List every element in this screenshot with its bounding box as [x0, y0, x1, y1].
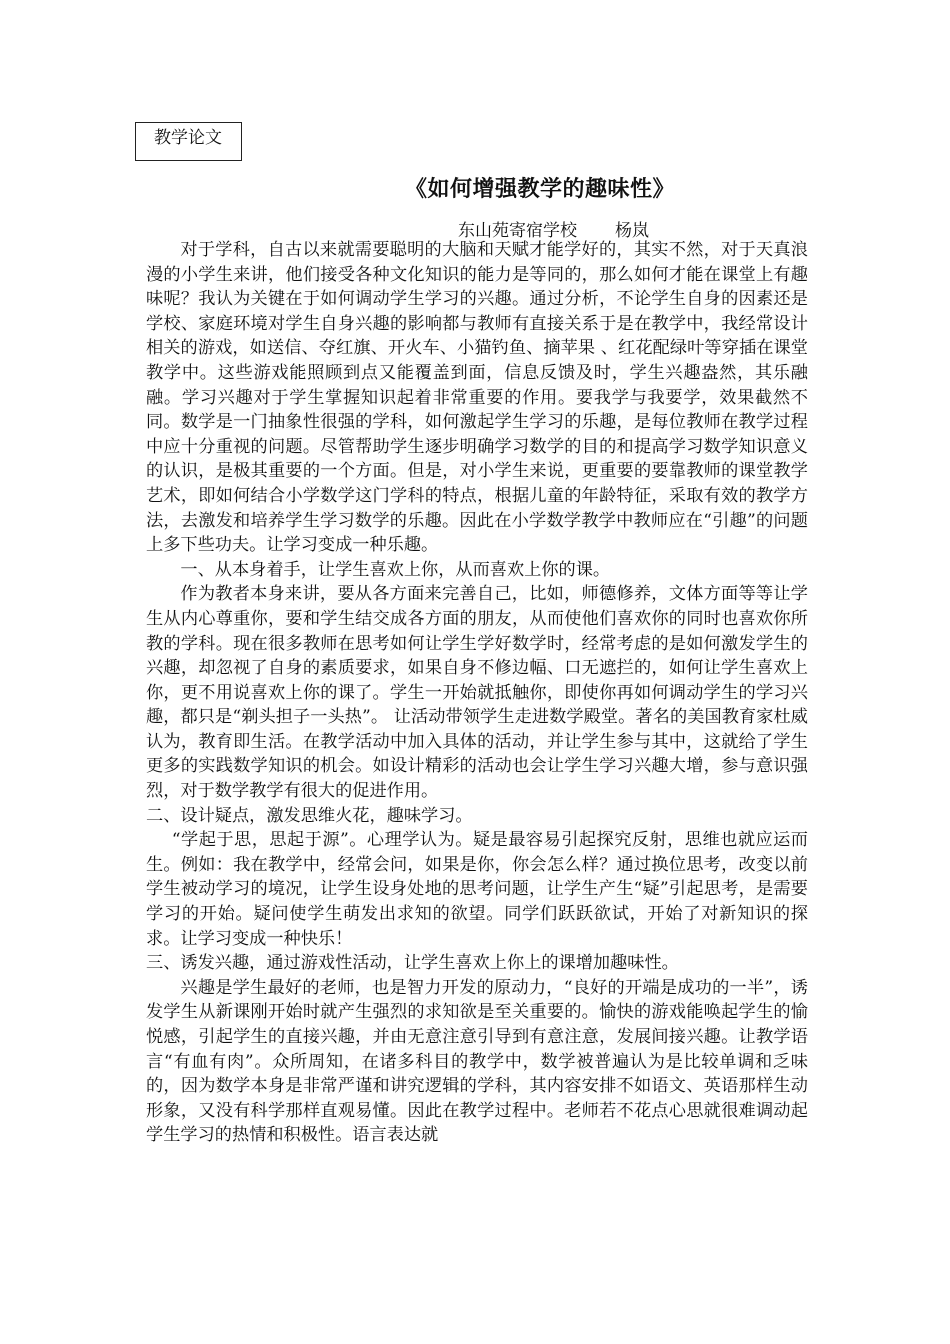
paragraph-intro: 对于学科，自古以来就需要聪明的大脑和天赋才能学好的，其实不然，对于天真浪漫的小学生来讲，他们接受各种文化知识的能力是等同的，那么如何才能在课堂上有趣味呢？我认为关键在于如何调动学生学习的兴趣。通过分析，不论学生自身的因素还是学校、家庭环境对学生自身兴趣的影响都与教师有直接关系于是在教学中，我经常设计相关的游戏，如送信、夺红旗、开火车、小猫钓鱼、摘苹果 、红花配绿叶等穿插在课堂教学中。这些游戏能照顾到点又能覆盖到面，信息反馈及时，学生兴趣盎然，其乐融融。学习兴趣对于学生掌握知识起着非常重要的作用。要我学与我要学，效果截然不同。数学是一门抽象性很强的学科，如何激起学生学习的乐趣，是每位教师在教学过程中应十分重视的问题。尽管帮助学生逐步明确学习数学的目的和提高学习数学知识意义的认识，是极其重要的一个方面。但是，对小学生来说，更重要的要靠教师的课堂教学艺术，即如何结合小学数学这门学科的特点，根据儿童的年龄特征，采取有效的教学方法，去激发和培养学生学习数学的乐趣。因此在小学数学教学中教师应在“引趣”的问题上多下些功夫。让学习变成一种乐趣。 [146, 240, 808, 556]
section-heading-3: 三、诱发兴趣，通过游戏性活动，让学生喜欢上你上的课增加趣味性。 [146, 953, 679, 974]
category-tag-box [135, 122, 242, 161]
document-title: 《如何增强教学的趣味性》 [404, 176, 675, 202]
article-body [146, 238, 808, 1148]
paragraph-section-1: 作为教者本身来讲，要从各方面来完善自己，比如，师德修养，文体方面等等让学生从内心尊重你，要和学生结交成各方面的朋友，从而使他们喜欢你的同时也喜欢你所教的学科。现在很多教师在思考如何让学生学好数学时，经常考虑的是如何激发学生的兴趣，却忽视了自身的素质要求，如果自身不修边幅、口无遮拦的，如何让学生喜欢上你，更不用说喜欢上你的课了。学生一开始就抵触你，即使你再如何调动学生的学习兴趣，都只是“剃头担子一头热”。 让活动带领学生走进数学殿堂。著名的美国教育家杜威认为，教育即生活。在教学活动中加入具体的活动，并让学生参与其中，这就给了学生更多的实践数学知识的机会。如设计精彩的活动也会让学生学习兴趣大增，参与意识强烈，对于数学教学有很大的促进作用。 [146, 584, 808, 802]
section-heading-2: 二、设计疑点，激发思维火花，趣味学习。 [146, 805, 473, 826]
school-name: 东山苑寄宿学校 [458, 221, 577, 241]
section-heading-1: 一、从本身着手，让学生喜欢上你，从而喜欢上你的课。 [180, 559, 611, 580]
author-name: 杨岚 [615, 221, 649, 241]
category-tag: 教学论文 [154, 128, 222, 148]
paragraph-section-2: “学起于思，思起于源”。心理学认为。疑是最容易引起探究反射，思维也就应运而生。例如：我在教学中，经常会问，如果是你，你会怎么样？通过换位思考，改变以前学生被动学习的境况，让学生设身处地的思考问题，让学生产生“疑”引起思考，是需要学习的开始。疑问使学生萌发出求知的欲望。同学们跃跃欲试，开始了对新知识的探求。让学习变成一种快乐！ [146, 830, 808, 949]
paragraph-section-3: 兴趣是学生最好的老师，也是智力开发的原动力，“良好的开端是成功的一半”，诱发学生从新课刚开始时就产生强烈的求知欲是至关重要的。愉快的游戏能唤起学生的愉悦感，引起学生的直接兴趣，并由无意注意引导到有意注意，发展间接兴趣。让教学语言“有血有肉”。众所周知，在诸多科目的教学中，数学被普遍认为是比较单调和乏味的，因为数学本身是非常严谨和讲究逻辑的学科，其内容安排不如语文、英语那样生动形象，又没有科学那样直观易懂。因此在教学过程中。老师若不花点心思就很难调动起学生学习的热情和积极性。语言表达就 [146, 977, 808, 1146]
